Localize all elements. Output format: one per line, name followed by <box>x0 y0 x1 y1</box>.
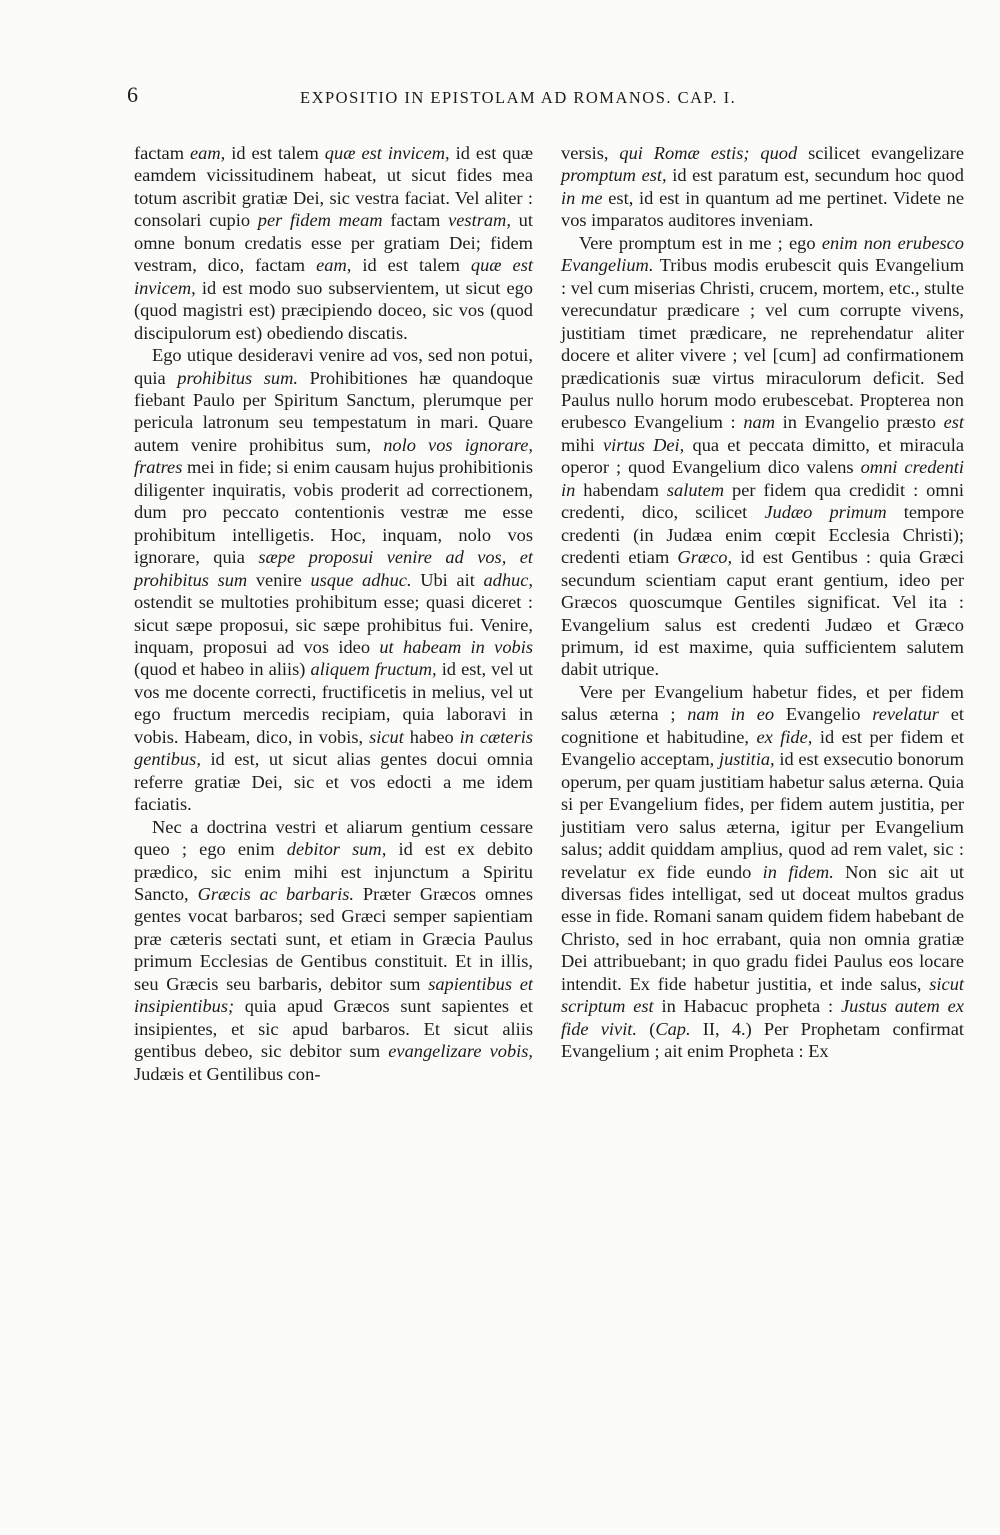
right-column <box>561 142 964 1063</box>
paragraph: Vere promptum est in me ; ego enim non erubesco Evangelium. Tribus modis erubescit quis Evangelium : vel cum miserias Christi, crucem, mortem, etc., stulte verecundatur prædicare ; vel cum corrupte vivens, justitiam timet prædicare, ne reprehendatur aliter docere et aliter vivere ; vel [cum] ad confirmationem prædicationis suæ virtus miraculorum deficit. Sed Paulus nullo horum modo erubescebat. Propterea non erubesco Evangelium : nam in Evangelio præsto est mihi virtus Dei, qua et peccata dimitto, et miracula operor ; quod Evangelium dico valens omni credenti in habendam salutem per fidem qua credidit : omni credenti, dico, scilicet Judæo primum tempore credenti (in Judæa enim cœpit Ecclesia Christi); credenti etiam Græco, id est Gentibus : quia Græci secundum scientiam caput erant gentium, ideo per Græcos quoscumque Gentiles significat. Vel ita : Evangelium salus est credenti Judæo et Græco primum, id est maxime, quia sufficientem salutem dabit utrique. <box>561 232 964 680</box>
running-title: EXPOSITIO IN EPISTOLAM AD ROMANOS. CAP. I. <box>300 88 737 107</box>
paragraph: versis, qui Romæ estis; quod scilicet evangelizare promptum est, id est paratum est, secundum hoc quod in me est, id est in quantum ad me pertinet. Videte ne vos imparatos auditores inveniam. <box>561 143 964 231</box>
paragraph: Nec a doctrina vestri et aliarum gentium cessare queo ; ego enim debitor sum, id est ex debito prædico, sic enim mihi est injunctum a Spiritu Sancto, Græcis ac barbaris. Præter Græcos omnes gentes vocat barbaros; sed Græci semper sapientiam præ cæteris sectati sunt, et etiam in Græcia Paulus primum Ecclesias de Gentibus constituit. Et in illis, seu Græcis seu barbaris, debitor sum sapientibus et insipientibus; quia apud Græcos sunt sapientes et insipientes, et sic apud barbaros. Et sicut aliis gentibus debeo, sic debitor sum evangelizare vobis, Judæis et Gentilibus con- <box>134 816 534 1084</box>
page-number: 6 <box>127 82 138 107</box>
paragraph: Vere per Evangelium habetur fides, et per fidem salus æterna ; nam in eo Evangelio revelatur et cognitione et habitudine, ex fide, id est per fidem et Evangelio acceptam, justitia, id est exsecutio bonorum operum, per quam justitiam habetur salus æterna. Quia si per Evangelium fides, per fidem autem justitia, per justitiam vero salus æterna, igitur per Evangelium salus; addit quiddam amplius, quod ad rem valet, sic : revelatur ex fide eundo in fidem. Non sic ait ut diversas fides intelligat, sed ut doceat multos gradus esse in fide. Romani sanam quidem fidem habebant de Christo, sed in hoc errabant, quia non omnia gratiæ Dei attribuebant; in quo gradu fidei Paulus eos locare intendit. Ex fide habetur justitia, et inde salus, sicut scriptum est in Habacuc propheta : Justus autem ex fide vivit. (Cap. II, 4.) Per Prophetam confirmat Evangelium ; ait enim Propheta : Ex <box>561 681 965 1062</box>
left-column <box>134 142 533 1085</box>
paragraph: factam eam, id est talem quæ est invicem, id est quæ eamdem vicissitudinem habeat, ut sicut fides mea totum ascribit gratiæ Dei, sic vestra faciat. Vel aliter : consolari cupio per fidem meam factam vestram, ut omne bonum credatis esse per gratiam Dei; fidem vestram, dico, factam eam, id est talem quæ est invicem, id est modo suo subservientem, ut sicut ego (quod magistri est) præcipiendo doceo, sic vos (quod discipulorum est) obediendo discatis. <box>134 143 533 343</box>
paragraph: Ego utique desideravi venire ad vos, sed non potui, quia prohibitus sum. Prohibitiones hæ quandoque fiebant Paulo per Spiritum Sanctum, plerumque per pericula latronum seu tempestatum in mari. Quare autem venire prohibitus sum, nolo vos ignorare, fratres mei in fide; si enim causam hujus prohibitionis diligenter inquiratis, vobis proderit ad correctionem, dum pro peccato contentionis vestræ me esse prohibitum intelligetis. Hoc, inquam, nolo vos ignorare, quia sæpe proposui venire ad vos, et prohibitus sum venire usque adhuc. Ubi ait adhuc, ostendit se multoties prohibitum esse; quasi diceret : sicut sæpe proposui, sic sæpe prohibitus fui. Venire, inquam, proposui ad vos ideo ut habeam in vobis (quod et habeo in aliis) aliquem fructum, id est, vel ut vos me docente correcti, fructificetis in melius, vel ut ego fructum mercedis recipiam, quia laboravi in vobis. Habeam, dico, in vobis, sicut habeo in cæteris gentibus, id est, ut sicut alias gentes docui omnia referre gratiæ Dei, sic et vos edocti a me idem faciatis. <box>134 345 534 815</box>
